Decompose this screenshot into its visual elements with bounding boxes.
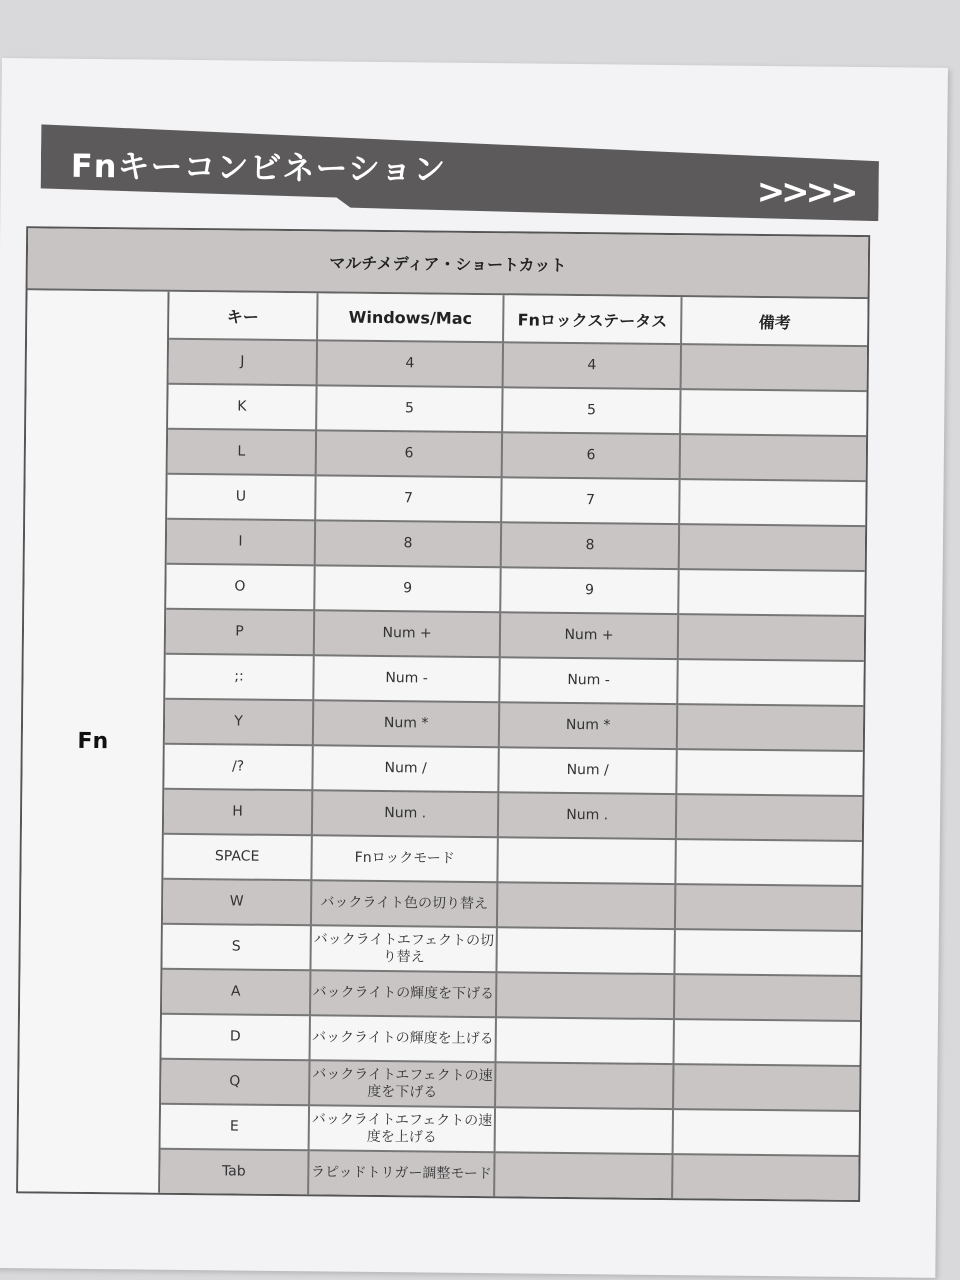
table-row [166, 609, 864, 661]
table-row [167, 474, 865, 526]
cell-key: U [167, 474, 315, 521]
cell-key: E [161, 1104, 309, 1151]
table-row [169, 339, 867, 391]
cell-fn-lock [498, 837, 676, 884]
cell-fn-lock [495, 1062, 673, 1109]
cell-key: O [166, 564, 314, 611]
cell-fn-lock [496, 972, 674, 1019]
cell-key: A [162, 969, 310, 1016]
cell-notes [677, 704, 863, 751]
cell-windows-mac: 7 [315, 475, 502, 522]
table-row [162, 969, 860, 1021]
cell-fn-lock [497, 927, 675, 974]
cell-key: Y [165, 699, 313, 746]
cell-windows-mac: 4 [317, 340, 504, 387]
table-row [165, 654, 863, 706]
cell-notes [674, 1019, 860, 1066]
cell-key: SPACE [163, 834, 311, 881]
cell-notes [674, 929, 860, 976]
page-title: Fnキーコンビネーション [70, 146, 447, 189]
table-header-row [169, 292, 867, 346]
cell-windows-mac: バックライトエフェクトの速度を上げる [309, 1105, 496, 1152]
cell-notes [681, 344, 867, 391]
cell-windows-mac: バックライト色の切り替え [311, 880, 498, 927]
cell-notes [676, 794, 862, 841]
table-row [162, 1014, 860, 1066]
cell-key: P [166, 609, 314, 656]
table-row [168, 429, 866, 481]
cell-fn-lock: 7 [501, 477, 679, 524]
cell-notes [674, 974, 860, 1021]
cell-windows-mac: Num + [314, 610, 501, 657]
cell-windows-mac: 8 [315, 520, 502, 567]
cell-notes [672, 1154, 858, 1200]
column-header-notes: 備考 [681, 297, 867, 346]
cell-fn-lock: Num / [499, 747, 677, 794]
cell-notes [678, 614, 864, 661]
table-row [164, 744, 862, 796]
cell-windows-mac: 9 [314, 565, 501, 612]
cell-key: Q [161, 1059, 309, 1106]
table-row [163, 834, 861, 886]
cell-notes [679, 479, 865, 526]
cell-fn-lock: 9 [500, 567, 678, 614]
cell-fn-lock: Num - [499, 657, 677, 704]
cell-key: H [164, 789, 312, 836]
cell-fn-lock: Num + [500, 612, 678, 659]
cell-key: Tab [160, 1149, 308, 1195]
chevron-arrows-icon: >>>> [756, 171, 855, 213]
table-row [163, 879, 861, 931]
column-header-windows-mac: Windows/Mac [317, 293, 504, 342]
cell-windows-mac: バックライトエフェクトの速度を下げる [309, 1060, 496, 1107]
cell-key: ;: [165, 654, 313, 701]
cell-windows-mac: Num / [312, 745, 499, 792]
cell-fn-lock: Num * [499, 702, 677, 749]
modifier-key-label: Fn [18, 290, 169, 1192]
cell-key: I [167, 519, 315, 566]
cell-fn-lock: 8 [501, 522, 679, 569]
table-row [160, 1149, 858, 1200]
table-row [161, 1059, 859, 1111]
cell-notes [675, 884, 861, 931]
cell-windows-mac: Num - [313, 655, 500, 702]
shortcut-table [16, 226, 870, 1202]
table-row [164, 789, 862, 841]
key-table [160, 292, 867, 1200]
cell-key: /? [164, 744, 312, 791]
cell-windows-mac: Num . [312, 790, 499, 837]
cell-fn-lock [497, 882, 675, 929]
cell-notes [675, 839, 861, 886]
cell-fn-lock [494, 1152, 672, 1198]
table-row [165, 699, 863, 751]
cell-fn-lock: 5 [502, 387, 680, 434]
cell-key: S [162, 924, 310, 971]
cell-fn-lock: 4 [503, 342, 681, 389]
column-header-fn-lock: Fnロックステータス [503, 295, 681, 344]
cell-windows-mac: バックライトの輝度を上げる [310, 1015, 497, 1062]
cell-notes [676, 749, 862, 796]
cell-notes [673, 1109, 859, 1156]
cell-windows-mac: バックライトエフェクトの切り替え [310, 925, 497, 972]
cell-notes [673, 1064, 859, 1111]
table-row [168, 384, 866, 436]
column-header-key: キー [169, 292, 317, 341]
table-row [162, 924, 860, 976]
cell-windows-mac: 6 [316, 430, 503, 477]
cell-notes [677, 659, 863, 706]
cell-key: J [169, 339, 317, 386]
cell-key: L [168, 429, 316, 476]
cell-notes [678, 569, 864, 616]
cell-notes [679, 524, 865, 571]
cell-key: K [168, 384, 316, 431]
cell-windows-mac: 5 [316, 385, 503, 432]
cell-windows-mac: Fnロックモード [311, 835, 498, 882]
cell-windows-mac: ラピッドトリガー調整モード [308, 1150, 495, 1196]
manual-page [0, 58, 948, 1278]
header-banner [40, 124, 879, 221]
table-row [167, 519, 865, 571]
cell-fn-lock [495, 1107, 673, 1154]
table-row [166, 564, 864, 616]
cell-fn-lock [496, 1017, 674, 1064]
cell-notes [680, 434, 866, 481]
cell-notes [680, 389, 866, 436]
cell-fn-lock: Num . [498, 792, 676, 839]
cell-key: W [163, 879, 311, 926]
cell-key: D [162, 1014, 310, 1061]
table-row [161, 1104, 859, 1156]
cell-fn-lock: 6 [502, 432, 680, 479]
table-body-area [18, 290, 867, 1200]
cell-windows-mac: Num * [313, 700, 500, 747]
section-title: マルチメディア・ショートカット [28, 228, 869, 299]
cell-windows-mac: バックライトの輝度を下げる [310, 970, 497, 1017]
